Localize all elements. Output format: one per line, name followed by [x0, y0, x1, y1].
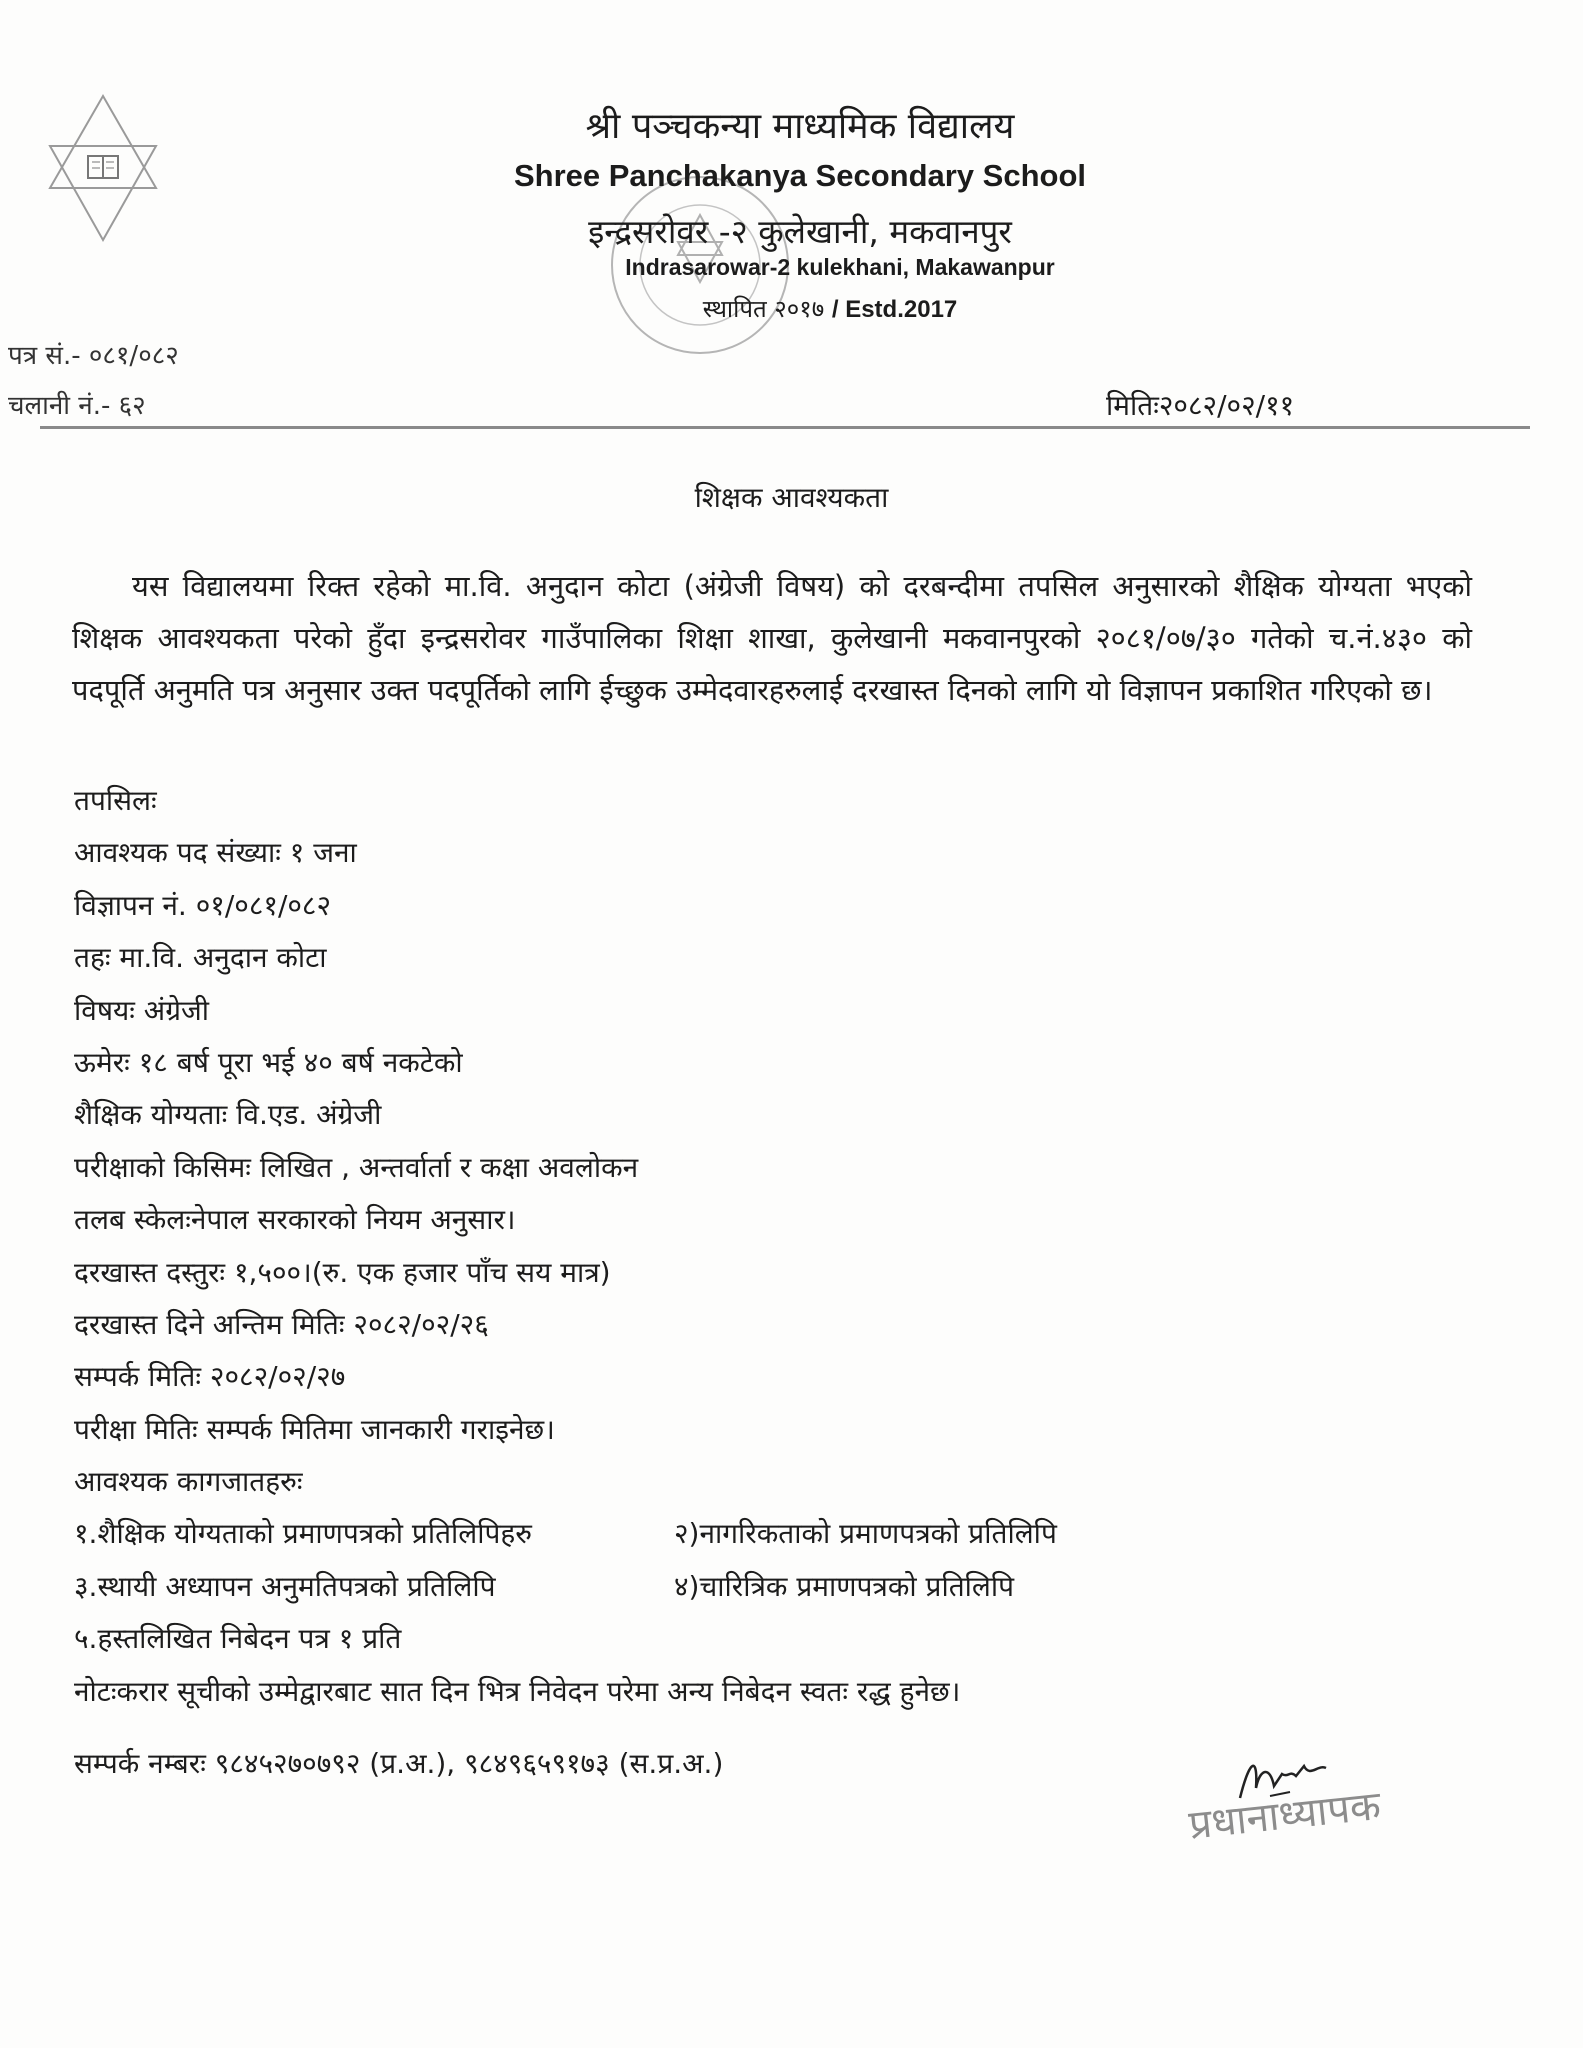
document-item: १.शैक्षिक योग्यताको प्रमाणपत्रको प्रतिलिपिहरु	[74, 1517, 533, 1551]
detail-subject: विषयः अंग्रेजी	[74, 993, 210, 1027]
note-line: नोटःकरार सूचीको उम्मेद्वारबाट सात दिन भित्र निवेदन परेमा अन्य निबेदन स्वतः रद्ध हुनेछ।	[74, 1674, 961, 1708]
body-paragraph: यस विद्यालयमा रिक्त रहेको मा.वि. अनुदान कोटा (अंग्रेजी विषय) को दरबन्दीमा तपसिल अनुसारको शैक्षिक योग्यता भएको शिक्षक आवश्यकता परेको हुँदा इन्द्रसरोवर गाउँपालिका शिक्षा शाखा, कुलेखानी मकवानपुरको २०८१/०७/३० गतेको च.नं.४३० को पदपूर्ति अनुमति पत्र अनुसार उक्त पदपूर्तिको लागि ईच्छुक उम्मेदवारहरुलाई दरखास्त दिनको लागि यो विज्ञापन प्रकाशित गरिएको छ।	[72, 569, 1472, 707]
school-emblem-icon	[38, 88, 168, 248]
document-item: ३.स्थायी अध्यापन अनुमतिपत्रको प्रतिलिपि	[74, 1569, 496, 1603]
detail-salary: तलब स्केलःनेपाल सरकारको नियम अनुसार।	[74, 1203, 516, 1237]
notice-body	[72, 560, 1472, 716]
established-line	[330, 292, 1330, 325]
detail-posts: आवश्यक पद संख्याः १ जना	[74, 836, 357, 870]
document-item: ४)चारित्रिक प्रमाणपत्रको प्रतिलिपि	[674, 1569, 1015, 1603]
details-list	[74, 775, 1534, 1718]
header-divider	[40, 426, 1530, 429]
detail-level: तहः मा.वि. अनुदान कोटा	[74, 941, 327, 975]
notice-title: शिक्षक आवश्यकता	[694, 481, 889, 514]
details-heading: तपसिलः	[74, 784, 157, 817]
documents-row-2	[74, 1561, 1534, 1613]
detail-advert-number: विज्ञापन नं. ०१/०८१/०८२	[74, 888, 332, 922]
contact-numbers: सम्पर्क नम्बरः ९८४५२७०७९२ (प्र.अ.), ९८४९६५९१७३ (स.प्र.अ.)	[74, 1747, 724, 1780]
established-nepali: स्थापित २०१७	[702, 295, 825, 323]
detail-deadline: दरखास्त दिने अन्तिम मितिः २०८२/०२/२६	[74, 1307, 489, 1341]
letter-number: पत्र सं.- ०८१/०८२	[8, 341, 179, 371]
detail-contact-date: सम्पर्क मितिः २०८२/०२/२७	[74, 1360, 346, 1394]
established-english: / Estd.2017	[831, 296, 958, 323]
document-item: २)नागरिकताको प्रमाणपत्रको प्रतिलिपि	[674, 1517, 1057, 1551]
detail-qualification: शैक्षिक योग्यताः वि.एड. अंग्रेजी	[74, 1098, 382, 1132]
signatory-title: प्रधानाध्यापक	[1186, 1782, 1383, 1849]
detail-fee: दरखास्त दस्तुरः १,५००।(रु. एक हजार पाँच सय मात्र)	[74, 1255, 611, 1289]
documents-heading: आवश्यक कागजातहरुः	[74, 1465, 303, 1499]
school-name-english: Shree Panchakanya Secondary School	[513, 158, 1087, 193]
detail-exam-type: परीक्षाको किसिमः लिखित , अन्तर्वार्ता र कक्षा अवलोकन	[74, 1150, 639, 1184]
school-name-nepali: श्री पञ्चकन्या माध्यमिक विद्यालय	[585, 106, 1015, 147]
detail-exam-date: परीक्षा मितिः सम्पर्क मितिमा जानकारी गराइनेछ।	[74, 1412, 555, 1446]
school-address-english: Indrasarowar-2 kulekhani, Makawanpur	[625, 254, 1055, 280]
documents-row-1	[74, 1508, 1534, 1560]
dispatch-number: चलानी नं.- ६२	[8, 391, 146, 421]
document-item: ५.हस्तलिखित निबेदन पत्र १ प्रति	[74, 1622, 402, 1656]
school-address-nepali: इन्द्रसरोवर -२ कुलेखानी, मकवानपुर	[588, 212, 1012, 251]
detail-age: ऊमेरः १८ बर्ष पूरा भई ४० बर्ष नकटेको	[74, 1045, 463, 1079]
letter-date: मितिः२०८२/०२/११	[1106, 389, 1295, 422]
